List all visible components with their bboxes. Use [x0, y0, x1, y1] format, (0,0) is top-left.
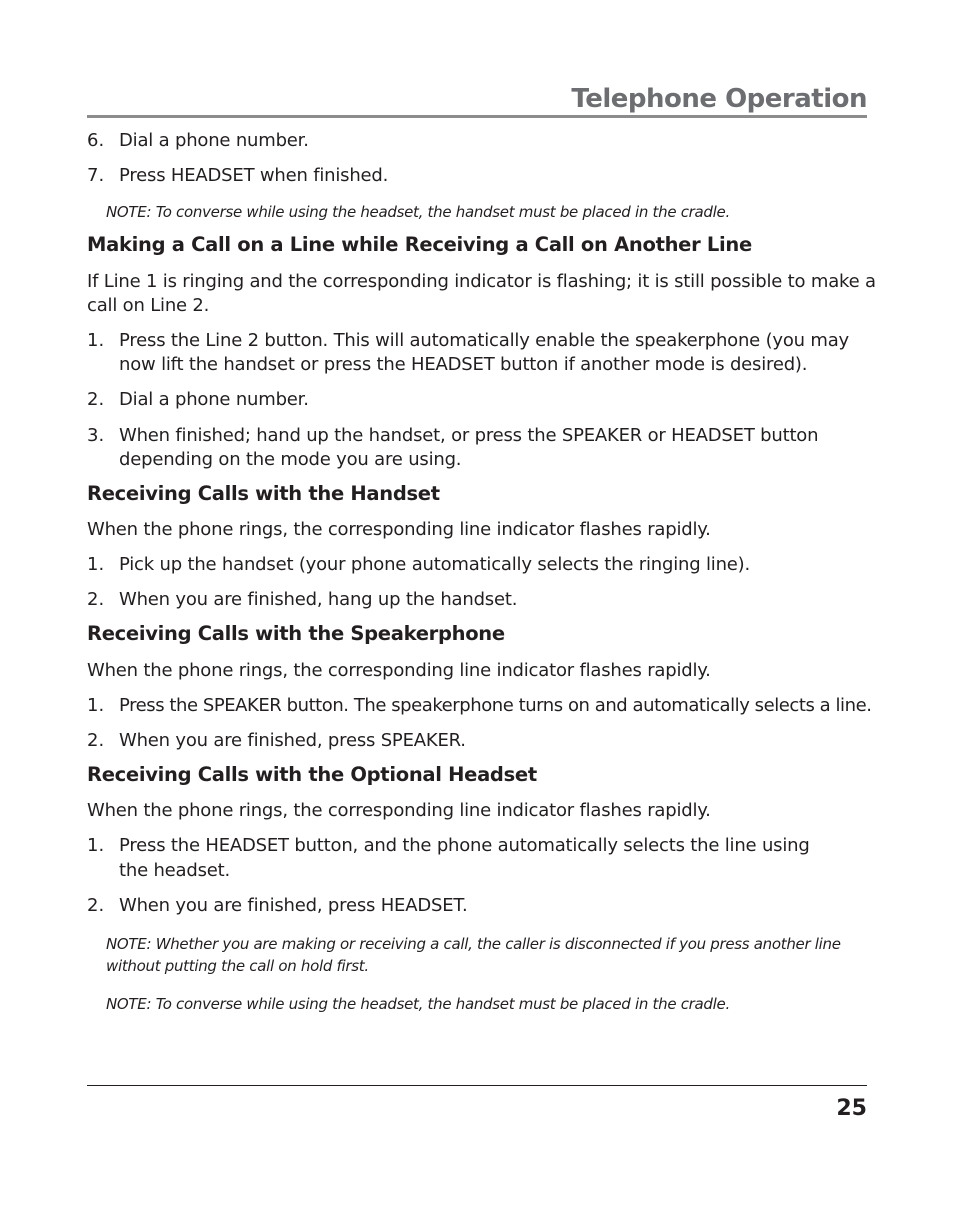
- list-item-text: Press the Line 2 button. This will automatically enable the speakerphone (you may: [119, 330, 850, 351]
- list-item-text: When you are finished, press SPEAKER.: [119, 730, 466, 751]
- section-heading: Receiving Calls with the Optional Headset: [87, 763, 537, 786]
- footer-rule: [87, 1085, 867, 1086]
- list-number: 7.: [87, 165, 105, 186]
- list-item-text: Dial a phone number.: [119, 130, 309, 151]
- note-headset: NOTE: To converse while using the headset, the handset must be placed in the cradle.: [106, 203, 730, 221]
- section-heading: Receiving Calls with the Handset: [87, 482, 440, 505]
- list-number: 1.: [87, 554, 105, 575]
- note-headset: NOTE: To converse while using the headset, the handset must be placed in the cradle.: [106, 995, 730, 1013]
- list-item-text: the headset.: [119, 860, 231, 881]
- list-item-text: Dial a phone number.: [119, 389, 309, 410]
- list-number: 2.: [87, 730, 105, 751]
- list-number: 1.: [87, 835, 105, 856]
- header-rule: [87, 115, 867, 118]
- list-item-text: When you are finished, press HEADSET.: [119, 895, 468, 916]
- list-number: 2.: [87, 389, 105, 410]
- list-item-text: Pick up the handset (your phone automatically selects the ringing line).: [119, 554, 750, 575]
- list-item-text: Press the HEADSET button, and the phone automatically selects the line using: [119, 835, 810, 856]
- note-hold: NOTE: Whether you are making or receiving a call, the caller is disconnected if you press another line: [106, 935, 841, 953]
- section-heading: Making a Call on a Line while Receiving a Call on Another Line: [87, 233, 752, 256]
- list-number: 3.: [87, 425, 105, 446]
- note-hold: without putting the call on hold first.: [106, 957, 369, 975]
- list-item-text: depending on the mode you are using.: [119, 449, 462, 470]
- list-item-text: When finished; hand up the handset, or press the SPEAKER or HEADSET button: [119, 425, 819, 446]
- list-item-text: Press the SPEAKER button. The speakerphone turns on and automatically selects a line.: [119, 695, 872, 716]
- paragraph-line: When the phone rings, the corresponding line indicator flashes rapidly.: [87, 800, 711, 821]
- paragraph-line: When the phone rings, the corresponding line indicator flashes rapidly.: [87, 660, 711, 681]
- list-item-text: Press HEADSET when finished.: [119, 165, 389, 186]
- list-item-text: now lift the handset or press the HEADSET button if another mode is desired).: [119, 354, 808, 375]
- list-item-text: When you are finished, hang up the handset.: [119, 589, 518, 610]
- section-heading: Receiving Calls with the Speakerphone: [87, 622, 505, 645]
- list-number: 1.: [87, 695, 105, 716]
- page-number: 25: [836, 1096, 867, 1121]
- list-number: 6.: [87, 130, 105, 151]
- paragraph-line: If Line 1 is ringing and the corresponding indicator is flashing; it is still possible to make a: [87, 271, 876, 292]
- paragraph-line: call on Line 2.: [87, 295, 210, 316]
- list-number: 2.: [87, 895, 105, 916]
- paragraph-line: When the phone rings, the corresponding line indicator flashes rapidly.: [87, 519, 711, 540]
- page-header-title: Telephone Operation: [571, 84, 867, 114]
- list-number: 2.: [87, 589, 105, 610]
- list-number: 1.: [87, 330, 105, 351]
